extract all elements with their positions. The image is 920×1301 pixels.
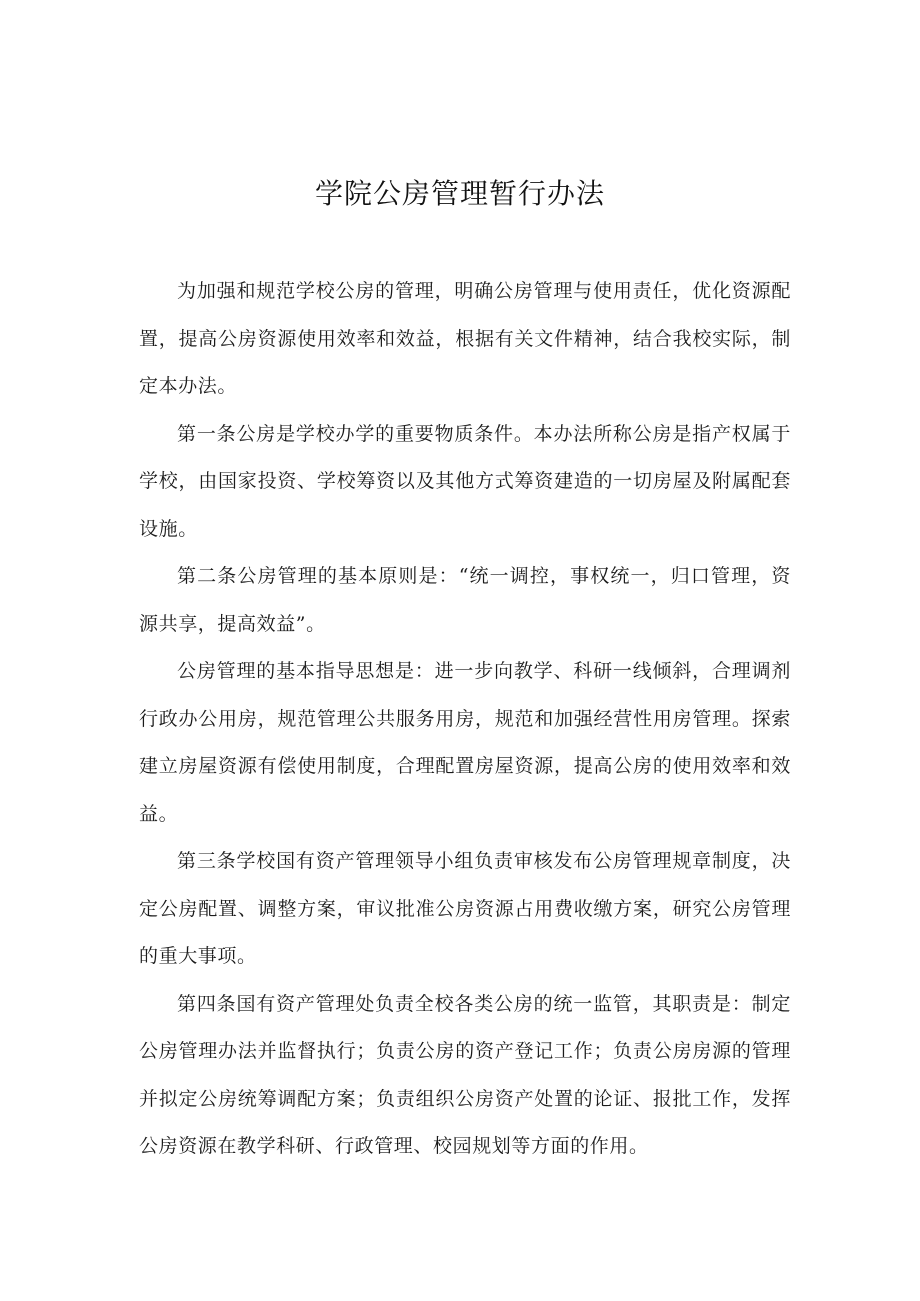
paragraph-article-1: 第一条公房是学校办学的重要物质条件。本办法所称公房是指产权属于学校，由国家投资、学校筹资以及其他方式筹资建造的一切房屋及附属配套设施。 <box>139 422 791 540</box>
paragraph-guiding-principle: 公房管理的基本指导思想是：进一步向教学、科研一线倾斜，合理调剂行政办公用房，规范管理公共服务用房，规范和加强经营性用房管理。探索建立房屋资源有偿使用制度，合理配置房屋资源，提高公房的使用效率和效益。 <box>139 660 791 825</box>
document-body <box>139 268 791 1171</box>
paragraph-article-3: 第三条学校国有资产管理领导小组负责审核发布公房管理规章制度，决定公房配置、调整方案，审议批准公房资源占用费收缴方案，研究公房管理的重大事项。 <box>139 850 791 967</box>
paragraph-intro: 为加强和规范学校公房的管理，明确公房管理与使用责任，优化资源配置，提高公房资源使用效率和效益，根据有关文件精神，结合我校实际，制定本办法。 <box>139 280 791 397</box>
document-title: 学院公房管理暂行办法 <box>314 177 605 210</box>
paragraph-article-4: 第四条国有资产管理处负责全校各类公房的统一监管，其职责是：制定公房管理办法并监督执行；负责公房的资产登记工作；负责公房房源的管理并拟定公房统筹调配方案；负责组织公房资产处置的论证、报批工作，发挥公房资源在教学科研、行政管理、校园规划等方面的作用。 <box>139 992 791 1157</box>
paragraph-article-2: 第二条公房管理的基本原则是：“统一调控，事权统一，归口管理，资源共享，提高效益”。 <box>139 565 791 635</box>
